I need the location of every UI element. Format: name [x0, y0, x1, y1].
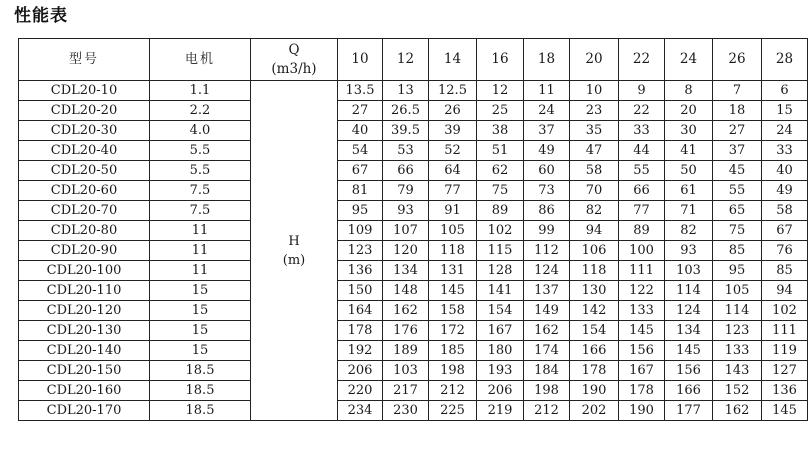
head-value-cell: 212 [429, 381, 477, 401]
header-motor: 电机 [150, 39, 251, 81]
head-value-cell: 174 [524, 341, 570, 361]
head-value-cell: 26 [429, 101, 477, 121]
header-flow-value: 28 [762, 39, 808, 81]
head-value-cell: 219 [477, 401, 524, 421]
head-value-cell: 79 [383, 181, 429, 201]
head-value-cell: 150 [338, 281, 383, 301]
head-value-cell: 176 [383, 321, 429, 341]
model-cell: CDL20-70 [19, 201, 150, 221]
head-value-cell: 103 [665, 261, 713, 281]
head-value-cell: 145 [619, 321, 665, 341]
head-value-cell: 193 [477, 361, 524, 381]
motor-power-cell: 18.5 [150, 381, 251, 401]
model-cell: CDL20-30 [19, 121, 150, 141]
head-value-cell: 166 [570, 341, 619, 361]
head-value-cell: 65 [713, 201, 762, 221]
head-value-cell: 133 [713, 341, 762, 361]
head-value-cell: 105 [429, 221, 477, 241]
motor-power-cell: 15 [150, 281, 251, 301]
table-row [19, 221, 808, 241]
head-value-cell: 95 [338, 201, 383, 221]
table-row [19, 141, 808, 161]
header-flow-value: 12 [383, 39, 429, 81]
head-value-cell: 47 [570, 141, 619, 161]
head-value-cell: 145 [665, 341, 713, 361]
head-value-cell: 60 [524, 161, 570, 181]
head-value-cell: 156 [665, 361, 713, 381]
head-value-cell: 190 [619, 401, 665, 421]
head-value-cell: 9 [619, 81, 665, 101]
model-cell: CDL20-160 [19, 381, 150, 401]
head-value-cell: 86 [524, 201, 570, 221]
motor-power-cell: 11 [150, 261, 251, 281]
head-value-cell: 37 [713, 141, 762, 161]
head-value-cell: 10 [570, 81, 619, 101]
head-value-cell: 106 [570, 241, 619, 261]
head-value-cell: 58 [570, 161, 619, 181]
head-value-cell: 143 [713, 361, 762, 381]
head-value-cell: 40 [338, 121, 383, 141]
model-cell: CDL20-110 [19, 281, 150, 301]
head-value-cell: 180 [477, 341, 524, 361]
head-value-cell: 192 [338, 341, 383, 361]
model-cell: CDL20-130 [19, 321, 150, 341]
header-row [19, 39, 808, 81]
head-value-cell: 62 [477, 161, 524, 181]
head-value-cell: 89 [477, 201, 524, 221]
model-cell: CDL20-170 [19, 401, 150, 421]
head-value-cell: 85 [762, 261, 808, 281]
head-value-cell: 115 [477, 241, 524, 261]
head-value-cell: 123 [713, 321, 762, 341]
head-value-cell: 77 [429, 181, 477, 201]
table-row [19, 181, 808, 201]
header-q-unit: (m3/h) [271, 60, 317, 77]
page-title: 性能表 [14, 6, 68, 26]
head-value-cell: 13 [383, 81, 429, 101]
head-value-cell: 190 [570, 381, 619, 401]
head-value-cell: 119 [762, 341, 808, 361]
table-row [19, 281, 808, 301]
head-value-cell: 93 [383, 201, 429, 221]
head-value-cell: 45 [713, 161, 762, 181]
head-value-cell: 120 [383, 241, 429, 261]
head-value-cell: 167 [477, 321, 524, 341]
head-value-cell: 166 [665, 381, 713, 401]
head-value-cell: 145 [429, 281, 477, 301]
head-value-cell: 70 [570, 181, 619, 201]
head-value-cell: 53 [383, 141, 429, 161]
head-value-cell: 136 [762, 381, 808, 401]
motor-power-cell: 5.5 [150, 161, 251, 181]
head-value-cell: 37 [524, 121, 570, 141]
head-value-cell: 50 [665, 161, 713, 181]
head-value-cell: 52 [429, 141, 477, 161]
head-value-cell: 234 [338, 401, 383, 421]
head-value-cell: 49 [762, 181, 808, 201]
head-value-cell: 206 [338, 361, 383, 381]
header-flow-value: 26 [713, 39, 762, 81]
model-cell: CDL20-40 [19, 141, 150, 161]
head-value-cell: 11 [524, 81, 570, 101]
motor-power-cell: 18.5 [150, 361, 251, 381]
motor-power-cell: 11 [150, 241, 251, 261]
header-flow-value: 10 [338, 39, 383, 81]
header-flow-value: 22 [619, 39, 665, 81]
head-value-cell: 75 [477, 181, 524, 201]
head-value-cell: 136 [338, 261, 383, 281]
header-flow-value: 14 [429, 39, 477, 81]
motor-power-cell: 15 [150, 341, 251, 361]
head-value-cell: 55 [713, 181, 762, 201]
head-value-cell: 206 [477, 381, 524, 401]
head-value-cell: 154 [477, 301, 524, 321]
head-value-cell: 133 [619, 301, 665, 321]
head-value-cell: 156 [619, 341, 665, 361]
head-value-cell: 67 [338, 161, 383, 181]
model-cell: CDL20-100 [19, 261, 150, 281]
head-value-cell: 131 [429, 261, 477, 281]
table-row [19, 121, 808, 141]
head-value-cell: 162 [383, 301, 429, 321]
head-value-cell: 64 [429, 161, 477, 181]
head-value-cell: 107 [383, 221, 429, 241]
model-cell: CDL20-50 [19, 161, 150, 181]
head-value-cell: 18 [713, 101, 762, 121]
header-flow-value: 24 [665, 39, 713, 81]
model-cell: CDL20-60 [19, 181, 150, 201]
head-value-cell: 75 [713, 221, 762, 241]
head-value-cell: 177 [665, 401, 713, 421]
header-flow-value: 16 [477, 39, 524, 81]
head-value-cell: 26.5 [383, 101, 429, 121]
head-value-cell: 89 [619, 221, 665, 241]
head-value-cell: 67 [762, 221, 808, 241]
motor-power-cell: 4.0 [150, 121, 251, 141]
motor-power-cell: 7.5 [150, 201, 251, 221]
head-value-cell: 189 [383, 341, 429, 361]
head-value-cell: 137 [524, 281, 570, 301]
head-value-cell: 66 [619, 181, 665, 201]
table-row [19, 101, 808, 121]
head-value-cell: 82 [665, 221, 713, 241]
head-value-cell: 162 [713, 401, 762, 421]
head-value-cell: 85 [713, 241, 762, 261]
head-value-cell: 24 [524, 101, 570, 121]
head-value-cell: 27 [713, 121, 762, 141]
head-value-cell: 114 [713, 301, 762, 321]
head-value-cell: 124 [524, 261, 570, 281]
head-value-cell: 111 [762, 321, 808, 341]
head-value-cell: 23 [570, 101, 619, 121]
head-value-cell: 24 [762, 121, 808, 141]
header-model: 型号 [19, 39, 150, 81]
head-value-cell: 77 [619, 201, 665, 221]
head-value-cell: 82 [570, 201, 619, 221]
head-value-cell: 103 [383, 361, 429, 381]
head-value-cell: 81 [338, 181, 383, 201]
head-value-cell: 124 [665, 301, 713, 321]
performance-table [18, 38, 808, 421]
table-row [19, 341, 808, 361]
head-value-cell: 145 [762, 401, 808, 421]
head-value-cell: 12.5 [429, 81, 477, 101]
head-value-cell: 172 [429, 321, 477, 341]
head-value-cell: 95 [713, 261, 762, 281]
head-value-cell: 127 [762, 361, 808, 381]
motor-power-cell: 15 [150, 301, 251, 321]
head-value-cell: 114 [665, 281, 713, 301]
header-q-symbol: Q [288, 41, 300, 58]
head-value-cell: 73 [524, 181, 570, 201]
head-value-cell: 149 [524, 301, 570, 321]
motor-power-cell: 5.5 [150, 141, 251, 161]
motor-power-cell: 15 [150, 321, 251, 341]
head-value-cell: 212 [524, 401, 570, 421]
head-value-cell: 102 [477, 221, 524, 241]
table-row [19, 401, 808, 421]
head-value-cell: 13.5 [338, 81, 383, 101]
head-value-cell: 58 [762, 201, 808, 221]
head-value-cell: 76 [762, 241, 808, 261]
head-value-cell: 25 [477, 101, 524, 121]
head-value-cell: 118 [429, 241, 477, 261]
header-flow-q [251, 39, 338, 81]
model-cell: CDL20-140 [19, 341, 150, 361]
head-value-cell: 202 [570, 401, 619, 421]
head-value-cell: 38 [477, 121, 524, 141]
head-value-cell: 122 [619, 281, 665, 301]
model-cell: CDL20-80 [19, 221, 150, 241]
table-row [19, 81, 808, 101]
table-row [19, 361, 808, 381]
head-value-cell: 94 [570, 221, 619, 241]
head-value-cell: 178 [570, 361, 619, 381]
table-row [19, 261, 808, 281]
header-flow-value: 18 [524, 39, 570, 81]
head-value-cell: 27 [338, 101, 383, 121]
head-value-cell: 33 [619, 121, 665, 141]
head-value-cell: 217 [383, 381, 429, 401]
model-cell: CDL20-20 [19, 101, 150, 121]
head-value-cell: 112 [524, 241, 570, 261]
head-value-cell: 61 [665, 181, 713, 201]
motor-power-cell: 7.5 [150, 181, 251, 201]
header-flow-value: 20 [570, 39, 619, 81]
head-label-cell [251, 81, 338, 421]
model-cell: CDL20-120 [19, 301, 150, 321]
head-value-cell: 134 [665, 321, 713, 341]
head-value-cell: 134 [383, 261, 429, 281]
head-value-cell: 118 [570, 261, 619, 281]
head-value-cell: 35 [570, 121, 619, 141]
head-value-cell: 148 [383, 281, 429, 301]
head-value-cell: 51 [477, 141, 524, 161]
head-value-cell: 93 [665, 241, 713, 261]
head-value-cell: 7 [713, 81, 762, 101]
head-value-cell: 128 [477, 261, 524, 281]
head-value-cell: 141 [477, 281, 524, 301]
head-value-cell: 6 [762, 81, 808, 101]
head-value-cell: 44 [619, 141, 665, 161]
head-symbol: H [288, 233, 300, 249]
table-row [19, 161, 808, 181]
head-value-cell: 109 [338, 221, 383, 241]
head-value-cell: 33 [762, 141, 808, 161]
head-value-cell: 130 [570, 281, 619, 301]
head-value-cell: 99 [524, 221, 570, 241]
head-value-cell: 41 [665, 141, 713, 161]
head-value-cell: 164 [338, 301, 383, 321]
head-value-cell: 54 [338, 141, 383, 161]
model-cell: CDL20-150 [19, 361, 150, 381]
head-value-cell: 71 [665, 201, 713, 221]
motor-power-cell: 18.5 [150, 401, 251, 421]
head-value-cell: 158 [429, 301, 477, 321]
table-row [19, 301, 808, 321]
head-value-cell: 100 [619, 241, 665, 261]
head-value-cell: 162 [524, 321, 570, 341]
table-row [19, 241, 808, 261]
table-row [19, 201, 808, 221]
head-value-cell: 184 [524, 361, 570, 381]
head-value-cell: 66 [383, 161, 429, 181]
head-value-cell: 185 [429, 341, 477, 361]
head-value-cell: 178 [619, 381, 665, 401]
head-value-cell: 39 [429, 121, 477, 141]
model-cell: CDL20-10 [19, 81, 150, 101]
head-value-cell: 105 [713, 281, 762, 301]
head-value-cell: 198 [429, 361, 477, 381]
head-value-cell: 230 [383, 401, 429, 421]
table-row [19, 381, 808, 401]
head-value-cell: 167 [619, 361, 665, 381]
head-value-cell: 55 [619, 161, 665, 181]
head-value-cell: 142 [570, 301, 619, 321]
head-value-cell: 39.5 [383, 121, 429, 141]
head-value-cell: 12 [477, 81, 524, 101]
head-value-cell: 30 [665, 121, 713, 141]
motor-power-cell: 2.2 [150, 101, 251, 121]
head-value-cell: 22 [619, 101, 665, 121]
model-cell: CDL20-90 [19, 241, 150, 261]
head-value-cell: 220 [338, 381, 383, 401]
head-value-cell: 152 [713, 381, 762, 401]
head-value-cell: 40 [762, 161, 808, 181]
head-value-cell: 91 [429, 201, 477, 221]
head-value-cell: 111 [619, 261, 665, 281]
head-value-cell: 102 [762, 301, 808, 321]
head-value-cell: 8 [665, 81, 713, 101]
head-value-cell: 198 [524, 381, 570, 401]
head-value-cell: 15 [762, 101, 808, 121]
motor-power-cell: 11 [150, 221, 251, 241]
table-row [19, 321, 808, 341]
head-value-cell: 178 [338, 321, 383, 341]
head-value-cell: 123 [338, 241, 383, 261]
head-value-cell: 154 [570, 321, 619, 341]
head-value-cell: 94 [762, 281, 808, 301]
head-value-cell: 49 [524, 141, 570, 161]
head-value-cell: 225 [429, 401, 477, 421]
head-value-cell: 20 [665, 101, 713, 121]
motor-power-cell: 1.1 [150, 81, 251, 101]
head-unit: (m) [282, 252, 306, 268]
